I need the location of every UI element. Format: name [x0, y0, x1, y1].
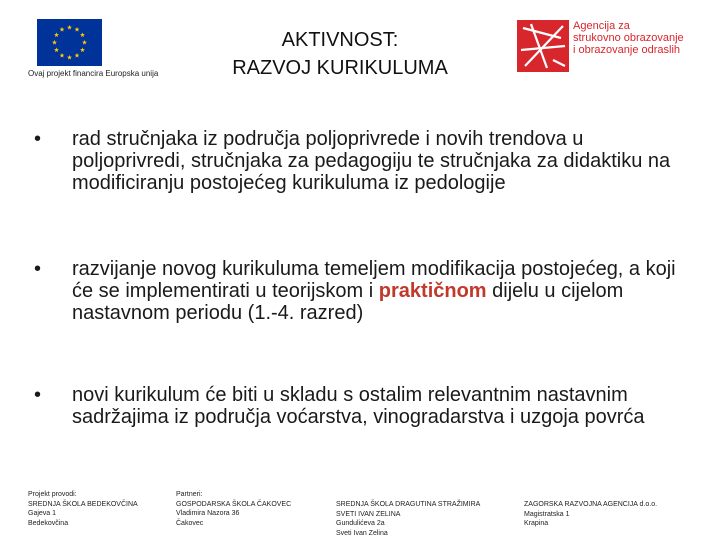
eu-star-icon: [80, 47, 85, 52]
footer-line: Magistratska 1: [524, 510, 570, 518]
footer-line: Čakovec: [176, 519, 204, 527]
bullet-dot-icon: •: [34, 128, 42, 150]
agency-line-2: strukovno obrazovanje: [573, 32, 684, 44]
agency-line-3: i obrazovanje odraslih: [573, 44, 681, 56]
footer-line: Krapina: [524, 520, 549, 527]
bullet-text: novi kurikulum će biti u skladu s ostalim relevantnim nastavnim sadržajima iz područja voćarstva, vinogradarstva i uzgoja povrća: [72, 384, 645, 428]
footer-line: Gajeva 1: [28, 510, 57, 517]
eu-star-icon: [80, 32, 85, 37]
eu-star-icon: [75, 27, 80, 32]
eu-star-icon: [82, 40, 87, 45]
footer-line: Bedekovčina: [28, 519, 69, 527]
bullet-dot-icon: •: [34, 384, 42, 406]
eu-star-icon: [52, 40, 57, 45]
footer-partner-2: [336, 500, 480, 538]
bullet-text-start: razvijanje novog kurikuluma temeljem modifikacija postojećeg, a koji će se implementirati u teorijskom i: [72, 258, 676, 302]
footer-line: GOSPODARSKA ŠKOLA ČAKOVEC: [176, 500, 292, 508]
footer-partner-1: [176, 490, 291, 528]
bullet-item-1: [32, 128, 692, 194]
bullet-item-2: [32, 258, 692, 324]
eu-star-icon: [60, 27, 65, 32]
footer-line: Vladimira Nazora 36: [176, 510, 240, 517]
eu-star-icon: [60, 53, 65, 58]
bullet-item-3: [32, 384, 692, 428]
footer-partner-3: [524, 500, 657, 529]
eu-flag-logo: [37, 19, 102, 66]
bullet-highlight: praktičnom: [378, 280, 487, 302]
eu-star-icon: [75, 53, 80, 58]
footer-line: Gundulićeva 2a: [336, 520, 385, 527]
eu-star-icon: [54, 47, 59, 52]
footer-line: Sveti Ivan Zelina: [336, 529, 388, 537]
eu-stars-icon: [37, 19, 102, 66]
bullet-text-end: dijelu u cijelom nastavnom periodu (1.-4. razred): [72, 280, 624, 324]
bullet-text: rad stručnjaka iz područja poljoprivrede i novih trendova u poljoprivredi, stručnjaka za pedagogiju te stručnjaka za didaktiku na modificiranju postojećeg kurikuluma iz pedologije: [72, 128, 671, 194]
bullet-text: [72, 258, 692, 324]
bullet-dot-icon: •: [34, 258, 42, 280]
agency-name: [573, 20, 684, 56]
footer-line: Projekt provodi:: [28, 491, 77, 498]
footer-line: SVETI IVAN ZELINA: [336, 510, 401, 518]
eu-star-icon: [54, 32, 59, 37]
footer-line: ZAGORSKA RAZVOJNA AGENCIJA d.o.o.: [524, 501, 658, 508]
agency-line-1: Agencija za: [573, 20, 630, 32]
eu-star-icon: [67, 55, 72, 60]
footer-line: SREDNJA ŠKOLA BEDEKOVČINA: [28, 500, 138, 508]
agency-mark-icon: [517, 20, 569, 72]
eu-star-icon: [67, 25, 72, 30]
title-line-1: AKTIVNOST:: [281, 29, 399, 51]
footer-line: SREDNJA ŠKOLA DRAGUTINA STRAŽIMIRA: [336, 501, 481, 508]
slide-title: [210, 26, 470, 82]
eu-funding-caption: Ovaj projekt financira Europska unija: [28, 69, 159, 78]
footer-line: Partneri:: [176, 491, 203, 498]
agency-logo: [517, 20, 684, 72]
footer-project-lead: [28, 490, 138, 528]
title-line-2: RAZVOJ KURIKULUMA: [232, 57, 448, 79]
